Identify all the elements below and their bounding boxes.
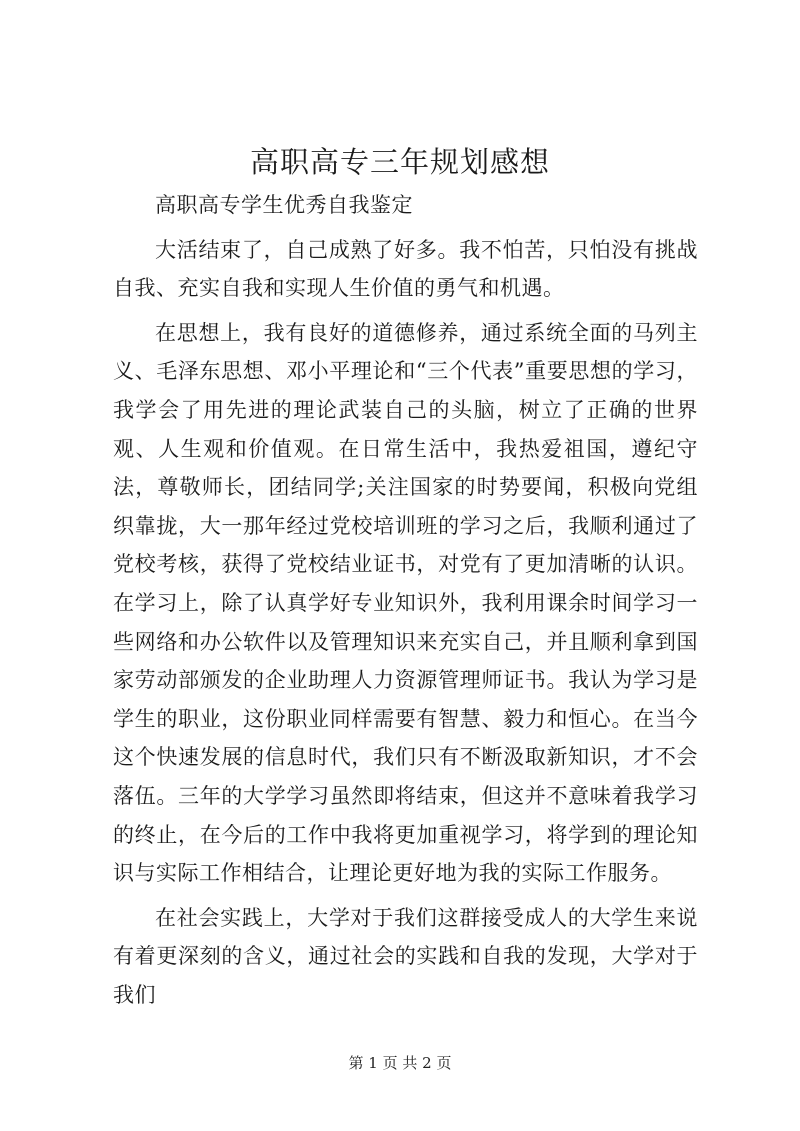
- social-practice-paragraph: 在社会实践上，大学对于我们这群接受成人的大学生来说有着更深刻的含义，通过社会的实践和自我的发现，大学对于我们: [113, 905, 698, 1007]
- page-footer: 第 1 页 共 2 页: [348, 1054, 452, 1072]
- subtitle-paragraph: 高职高专学生优秀自我鉴定: [155, 193, 413, 217]
- thought-study-paragraph: 在思想上，我有良好的道德修养，通过系统全面的马列主义、毛泽东思想、邓小平理论和“三个代表”重要思想的学习，我学会了用先进的理论武装自己的头脑，树立了正确的世界观、人生观和价值观。在日常生活中，我热爱祖国，遵纪守法，尊敬师长，团结同学;关注国家的时势要闻，积极向党组织靠拢，大一那年经过党校培训班的学习之后，我顺利通过了党校考核，获得了党校结业证书，对党有了更加清晰的认识。在学习上，除了认真学好专业知识外，我利用课余时间学习一些网络和办公软件以及管理知识来充实自己，并且顺利拿到国家劳动部颁发的企业助理人力资源管理师证书。我认为学习是学生的职业，这份职业同样需要有智慧、毅力和恒心。在当今这个快速发展的信息时代，我们只有不断汲取新知识，才不会落伍。三年的大学学习虽然即将结束，但这并不意味着我学习的终止，在今后的工作中我将更加重视学习，将学到的理论知识与实际工作相结合，让理论更好地为我的实际工作服务。: [113, 320, 698, 886]
- intro-paragraph: 大活结束了，自己成熟了好多。我不怕苦，只怕没有挑战自我、充实自我和实现人生价值的勇气和机遇。: [113, 237, 698, 301]
- document-title: 高职高专三年规划感想: [249, 145, 550, 179]
- document-body: [113, 186, 698, 1020]
